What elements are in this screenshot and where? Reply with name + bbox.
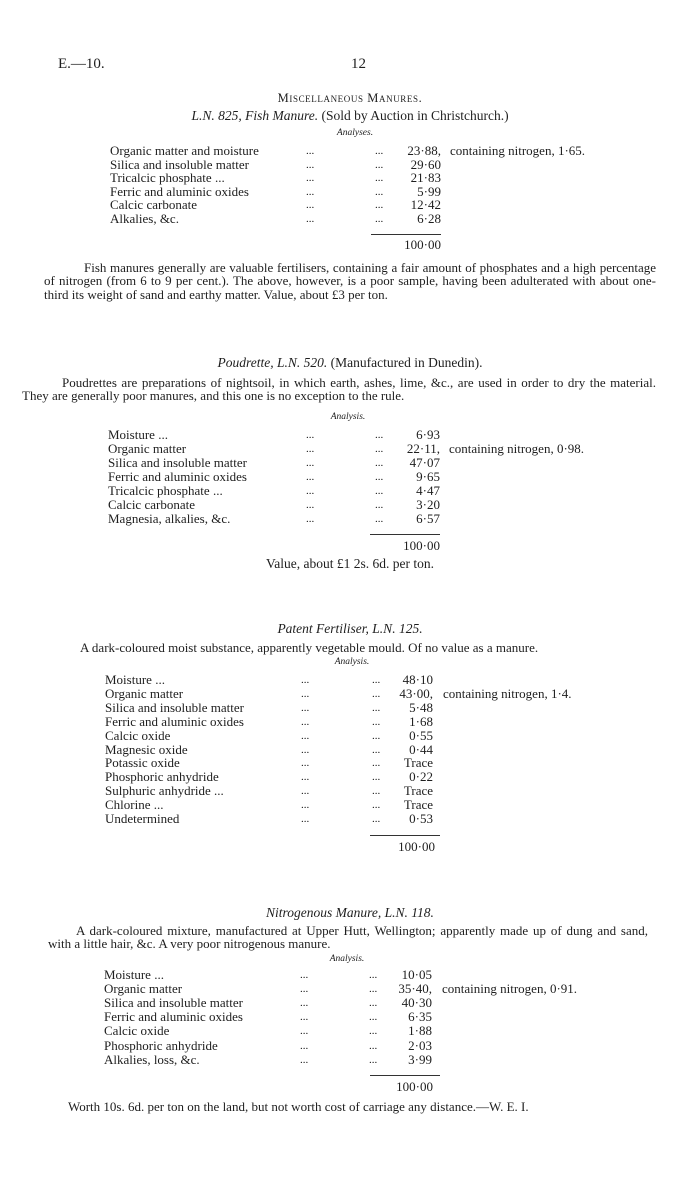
leader-dots: ... [300, 983, 309, 996]
nitrogenous-manure-row [104, 968, 664, 982]
fish-manure-title [0, 108, 700, 124]
row-label: Sulphuric anhydride ... [105, 783, 224, 799]
leader-dots: ... [375, 443, 384, 455]
fish-manure-commentary: Fish manures generally are valuable fertilisers, containing a fair amount of phosphates and a high percentage of nitrogen (from 6 to 9 per cent.). The above, however, is a poor sample, having been adulterated with about one-third its weight of sand and earthy matter. Value, about £3 per ton. [44, 260, 656, 302]
row-label: Silica and insoluble matter [108, 455, 247, 470]
patent-fertiliser-analysis-label: Analysis. [334, 657, 370, 667]
patent-fertiliser-row [105, 715, 665, 729]
row-label: Calcic oxide [105, 727, 171, 743]
leader-dots: ... [372, 757, 381, 770]
row-label: Moisture ... [104, 967, 164, 982]
row-value: 22·11, [406, 441, 440, 456]
leader-dots: ... [306, 485, 315, 497]
leader-dots: ... [301, 687, 310, 700]
row-value: 0·53 [409, 811, 433, 826]
poudrette-row [108, 442, 668, 456]
row-value: 0·44 [409, 741, 433, 757]
leader-dots: ... [301, 813, 310, 825]
leader-dots: ... [375, 499, 384, 511]
fish-manure-total: 100·00 [404, 237, 441, 252]
patent-fertiliser-intro: A dark-coloured moist substance, apparently vegetable mould. Of no value as a manure. [80, 640, 539, 655]
leader-dots: ... [306, 513, 315, 525]
nitrogenous-manure-total-rule [370, 1075, 440, 1076]
row-label: Organic matter [105, 685, 184, 701]
leader-dots: ... [369, 997, 378, 1010]
row-label: Organic matter [108, 441, 187, 456]
leader-dots: ... [306, 145, 315, 157]
row-value: 3·20 [416, 497, 440, 512]
row-value: 40·30 [401, 995, 432, 1011]
row-value: 0·55 [409, 727, 433, 743]
leader-dots: ... [375, 158, 384, 171]
row-note: containing nitrogen, 1·65. [450, 143, 586, 158]
row-value: 6·93 [416, 427, 440, 442]
row-value: 6·35 [408, 1009, 432, 1025]
leader-dots: ... [306, 499, 315, 511]
poudrette-title-note: (Manufactured in Dunedin). [330, 355, 483, 370]
report-code: E.—10. [58, 56, 105, 72]
leader-dots: ... [372, 715, 381, 728]
leader-dots: ... [301, 729, 310, 742]
leader-dots: ... [301, 785, 310, 798]
row-value: 6·28 [417, 210, 441, 226]
row-label: Ferric and aluminic oxides [105, 713, 244, 729]
fish-manure-analysis-label: Analyses. [336, 128, 374, 138]
row-value: 2·03 [408, 1037, 432, 1053]
row-value: 1·68 [409, 713, 433, 729]
row-label: Moisture ... [108, 427, 168, 442]
leader-dots: ... [301, 743, 310, 756]
leader-dots: ... [369, 983, 378, 996]
row-value: 4·47 [416, 483, 440, 498]
row-value: 35·40, [398, 981, 432, 997]
poudrette-value: Value, about £1 2s. 6d. per ton. [266, 556, 434, 571]
leader-dots: ... [372, 813, 381, 825]
row-label: Magnesia, alkalies, &c. [108, 511, 231, 526]
fish-manure-row [110, 212, 670, 226]
row-value: 47·07 [409, 455, 440, 470]
leader-dots: ... [306, 457, 315, 469]
leader-dots: ... [375, 513, 384, 525]
nitrogenous-manure-title [0, 905, 700, 921]
poudrette-total-rule [370, 534, 440, 535]
fish-manure-row [110, 144, 670, 158]
leader-dots: ... [375, 429, 384, 441]
fish-manure-title-note: (Sold by Auction in Christchurch.) [321, 108, 509, 123]
row-label: Chlorine ... [105, 797, 164, 813]
patent-fertiliser-row [105, 784, 665, 798]
nitrogenous-manure-worth: Worth 10s. 6d. per ton on the land, but not worth cost of carriage any distance.—W. E. I. [68, 1099, 529, 1114]
row-label: Ferric and aluminic oxides [108, 469, 247, 484]
leader-dots: ... [375, 212, 384, 225]
poudrette-title-main: Poudrette, L.N. 520. [217, 355, 328, 370]
poudrette-row [108, 470, 668, 484]
leader-dots: ... [306, 172, 315, 184]
leader-dots: ... [375, 185, 384, 198]
row-value: Trace [403, 783, 433, 799]
patent-fertiliser-row [105, 798, 665, 812]
nitrogenous-manure-row [104, 1010, 664, 1024]
leader-dots: ... [300, 1053, 309, 1066]
row-label: Phosphoric anhydride [104, 1037, 218, 1053]
row-value: Trace [403, 797, 433, 813]
row-value: 12·42 [410, 197, 441, 212]
leader-dots: ... [375, 457, 384, 469]
row-value: 6·57 [416, 511, 440, 526]
nitrogenous-manure-row [104, 982, 664, 996]
leader-dots: ... [372, 785, 381, 798]
row-value: 0·22 [409, 769, 433, 785]
patent-fertiliser-total: 100·00 [398, 839, 435, 854]
nitrogenous-manure-total: 100·00 [396, 1079, 433, 1094]
nitrogenous-manure-row [104, 1039, 664, 1053]
patent-fertiliser-total-rule [370, 835, 440, 836]
row-label: Calcic carbonate [110, 197, 197, 212]
leader-dots: ... [372, 743, 381, 756]
leader-dots: ... [306, 429, 315, 441]
leader-dots: ... [372, 687, 381, 700]
leader-dots: ... [369, 1039, 378, 1052]
leader-dots: ... [306, 443, 315, 455]
leader-dots: ... [372, 771, 381, 784]
nitrogenous-manure-row [104, 1024, 664, 1038]
row-value: 48·10 [402, 672, 433, 687]
page-number: 12 [351, 56, 366, 72]
leader-dots: ... [375, 485, 384, 497]
fish-manure-row [110, 198, 670, 212]
leader-dots: ... [369, 969, 378, 981]
row-label: Moisture ... [105, 672, 165, 687]
row-label: Calcic oxide [104, 1023, 170, 1039]
leader-dots: ... [369, 1053, 378, 1066]
row-value: 43·00, [399, 685, 433, 701]
patent-fertiliser-row [105, 687, 665, 701]
leader-dots: ... [306, 185, 315, 198]
leader-dots: ... [372, 729, 381, 742]
row-value: 10·05 [401, 967, 432, 982]
poudrette-row [108, 512, 668, 526]
row-value: 1·88 [408, 1023, 432, 1039]
patent-fertiliser-row [105, 729, 665, 743]
leader-dots: ... [369, 1025, 378, 1038]
section-heading: Miscellaneous Manures. [277, 91, 423, 105]
row-label: Ferric and aluminic oxides [104, 1009, 243, 1025]
leader-dots: ... [301, 701, 310, 714]
row-label: Tricalcic phosphate ... [108, 483, 223, 498]
leader-dots: ... [301, 799, 310, 812]
leader-dots: ... [306, 471, 315, 483]
row-value: 3·99 [408, 1051, 432, 1067]
patent-fertiliser-row [105, 701, 665, 715]
poudrette-row [108, 484, 668, 498]
row-label: Ferric and aluminic oxides [110, 183, 249, 199]
row-label: Phosphoric anhydride [105, 769, 219, 785]
poudrette-analysis-label: Analysis. [330, 412, 366, 422]
leader-dots: ... [372, 799, 381, 812]
leader-dots: ... [306, 199, 315, 211]
row-value: 5·48 [409, 699, 433, 715]
patent-fertiliser-row [105, 770, 665, 784]
fish-manure-total-rule [371, 234, 441, 235]
leader-dots: ... [372, 701, 381, 714]
leader-dots: ... [306, 158, 315, 171]
row-label: Alkalies, &c. [110, 210, 179, 226]
patent-fertiliser-title [0, 621, 700, 637]
patent-fertiliser-row [105, 756, 665, 770]
fish-manure-title-main: L.N. 825, Fish Manure. [191, 108, 319, 123]
leader-dots: ... [300, 1025, 309, 1038]
row-label: Alkalies, loss, &c. [104, 1051, 200, 1067]
nitrogenous-manure-intro: A dark-coloured mixture, manufactured at Upper Hutt, Wellington; apparently made up of dung and sand, with a little hair, &c. A very poor nitrogenous manure. [48, 923, 648, 952]
leader-dots: ... [375, 471, 384, 483]
leader-dots: ... [301, 771, 310, 784]
row-label: Organic matter and moisture [110, 143, 259, 158]
row-note: containing nitrogen, 0·91. [442, 981, 578, 997]
nitrogenous-manure-row [104, 1053, 664, 1067]
row-label: Magnesic oxide [105, 741, 188, 757]
row-label: Potassic oxide [105, 755, 180, 771]
leader-dots: ... [375, 145, 384, 157]
row-value: 23·88, [407, 143, 441, 158]
row-value: 21·83 [410, 170, 441, 185]
row-value: 5·99 [417, 183, 441, 199]
leader-dots: ... [375, 172, 384, 184]
leader-dots: ... [375, 199, 384, 211]
poudrette-row [108, 498, 668, 512]
row-note: containing nitrogen, 1·4. [443, 685, 572, 701]
leader-dots: ... [369, 1011, 378, 1024]
leader-dots: ... [301, 674, 310, 686]
leader-dots: ... [300, 969, 309, 981]
fish-manure-row [110, 171, 670, 185]
nitrogenous-manure-row [104, 996, 664, 1010]
row-label: Silica and insoluble matter [104, 995, 243, 1011]
row-label: Silica and insoluble matter [105, 699, 244, 715]
row-note: containing nitrogen, 0·98. [449, 441, 585, 456]
row-value: 9·65 [416, 469, 440, 484]
patent-fertiliser-title-main: Patent Fertiliser, L.N. 125. [277, 621, 423, 636]
poudrette-title [0, 355, 700, 371]
leader-dots: ... [300, 1011, 309, 1024]
row-label: Undetermined [105, 811, 180, 826]
row-value: Trace [403, 755, 433, 771]
leader-dots: ... [300, 997, 309, 1010]
row-label: Organic matter [104, 981, 183, 997]
poudrette-row [108, 456, 668, 470]
row-label: Calcic carbonate [108, 497, 195, 512]
row-label: Tricalcic phosphate ... [110, 170, 225, 185]
patent-fertiliser-row [105, 673, 665, 687]
patent-fertiliser-row [105, 743, 665, 757]
row-label: Silica and insoluble matter [110, 156, 249, 172]
nitrogenous-manure-analysis-label: Analysis. [329, 954, 365, 964]
leader-dots: ... [300, 1039, 309, 1052]
row-value: 29·60 [410, 156, 441, 172]
poudrette-total: 100·00 [403, 538, 440, 553]
leader-dots: ... [301, 715, 310, 728]
patent-fertiliser-row [105, 812, 665, 826]
leader-dots: ... [301, 757, 310, 770]
nitrogenous-manure-title-main: Nitrogenous Manure, L.N. 118. [266, 905, 434, 920]
leader-dots: ... [306, 212, 315, 225]
poudrette-intro: Poudrettes are preparations of nightsoil, in which earth, ashes, lime, &c., are used in order to dry the material. They are generally poor manures, and this one is no exception to the rule. [22, 375, 656, 404]
leader-dots: ... [372, 674, 381, 686]
poudrette-row [108, 428, 668, 442]
